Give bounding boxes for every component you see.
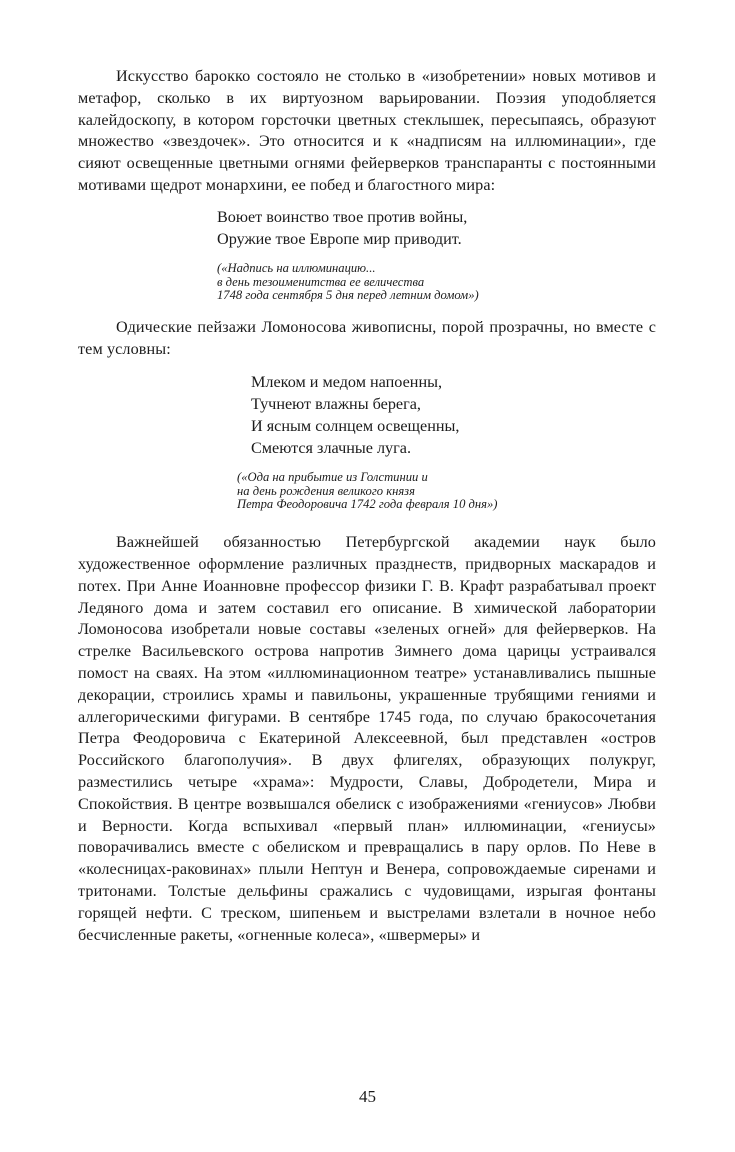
verse-line: Тучнеют влажны берега,: [251, 394, 421, 413]
verse-illumination-inscription: [217, 206, 656, 303]
citation-line: на день рождения великого князя: [237, 483, 415, 498]
page-text-block: [78, 66, 656, 946]
verse-line: Воюет воинство твое против войны,: [217, 207, 468, 226]
verse-line: Оружие твое Европе мир приводит.: [217, 229, 462, 248]
paragraph-odic-landscapes: Одические пейзажи Ломоносова живописны, порой прозрачны, но вместе с тем условны:: [78, 318, 656, 358]
verse-line: Смеются злачные луга.: [251, 438, 412, 457]
citation-line: («Надпись на иллюминацию...: [217, 260, 376, 275]
paragraph-baroque-art: Искусство барокко состояло не столько в «изобретении» новых мотивов и метафор, сколько в их виртуозном варьировании. Поэзия уподобляется калейдоскопу, в котором горсточки цветных стеклышек, пересыпаясь, образуют множество «звездочек». Это относится и к «надписям на иллюминации», где сияют освещенные цветными огнями фейерверков транспаранты с постоянными мотивами щедрот монархини, ее побед и благостного мира:: [78, 67, 656, 194]
verse-ode-holstein: [237, 371, 656, 512]
page-number: 45: [359, 1087, 376, 1106]
citation-line: Петра Феодоровича 1742 года февраля 10 дня»): [237, 497, 498, 512]
citation-line: в день тезоименитства ее величества: [217, 274, 425, 289]
paragraph-academy-festivities: Важнейшей обязанностью Петербургской академии наук было художественное оформление различных празднеств, придворных маскарадов и потех. При Анне Иоанновне профессор физики Г. В. Крафт разрабатывал проект Ледяного дома и затем составил его описание. В химической лаборатории Ломоносова изобретали новые составы «зеленых огней» для фейерверков. На стрелке Васильевского острова напротив Зимнего дома царицы устраивался помост на сваях. На этом «иллюминационном театре» устанавливались пышные декорации, строились храмы и павильоны, украшенные трубящими гениями и аллегорическими фигурами. В сентябре 1745 года, по случаю бракосочетания Петра Феодоровича с Екатериной Алексеевной, был представлен «остров Российского благополучия». В двух флигелях, образующих полукруг, разместились четыре «храма»: Мудрости, Славы, Добродетели, Мира и Спокойствия. В центре возвышался обелиск с изображениями «гениусов» Любви и Верности. Когда вспыхивал «первый план» иллюминации, «гениусы» поворачивались вместе с обелиском и превращались в пару орлов. По Неве в «колесницах-раковинах» плыли Нептун и Венера, сопровождаемые сиренами и тритонами. Толстые дельфины сражались с чудовищами, изрыгая фонтаны горящей нефти. С треском, шипеньем и выстрелами взлетали в ночное небо бесчисленные ракеты, «огненные колеса», «швермеры» и: [78, 533, 656, 944]
verse-citation: [237, 471, 656, 512]
verse-line: Млеком и медом напоенны,: [251, 372, 443, 391]
verse-line: И ясным солнцем освещенны,: [251, 416, 460, 435]
citation-line: («Ода на прибытие из Голстинии и: [237, 469, 428, 484]
citation-line: 1748 года сентября 5 дня перед летним домом»): [217, 288, 479, 303]
verse-citation: [217, 262, 656, 303]
